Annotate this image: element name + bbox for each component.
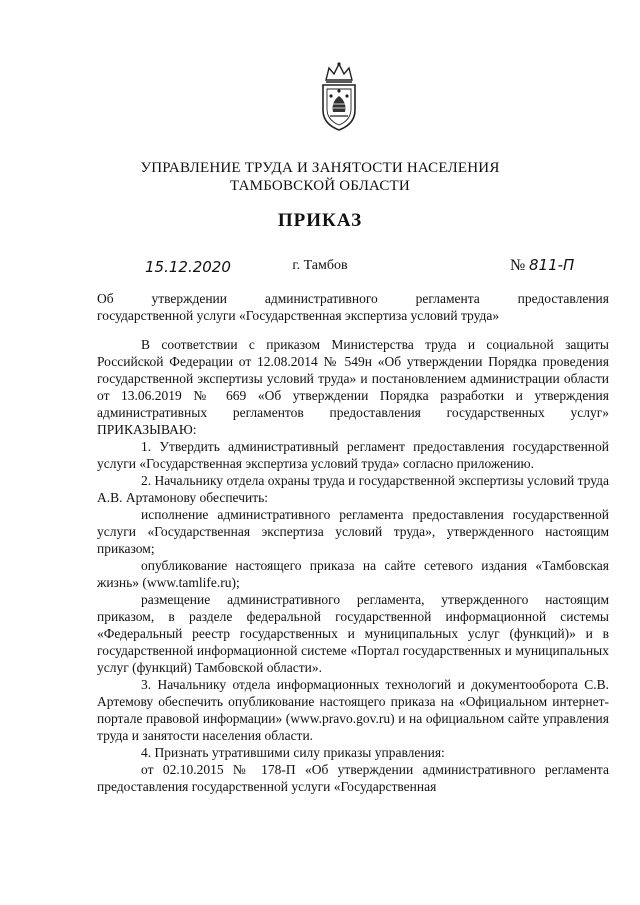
clause-1: 1. Утвердить административный регламент предоставления государственной услуги «Государственная экспертиза условий труда» согласно приложению. — [97, 439, 609, 471]
order-number — [510, 256, 574, 275]
subject-line1: Об утверждении административного регламента предоставления — [97, 291, 609, 306]
number-sign: № — [510, 257, 526, 274]
organization-name-line2: ТАМБОВСКОЙ ОБЛАСТИ — [230, 178, 410, 194]
subject-line2: государственной услуги «Государственная экспертиза условий труда» — [97, 308, 500, 323]
clause-2: 2. Начальнику отдела охраны труда и государственной экспертизы условий труда А.В. Артамонову обеспечить: — [97, 473, 609, 505]
clause-2-item-2: опубликование настоящего приказа на сайте сетевого издания «Тамбовская жизнь» (www.tamlife.ru); — [97, 558, 609, 590]
organization-name-line1: УПРАВЛЕНИЕ ТРУДА И ЗАНЯТОСТИ НАСЕЛЕНИЯ — [140, 160, 500, 176]
clause-2-item-3: размещение административного регламента, утвержденного настоящим приказом, в разделе федеральной государственной информационной системы «Федеральный реестр государственных и муниципальных услуг (функций)» и в государственной информационной системе «Портал государственных и муниципальных услуг (функций) Тамбовской области». — [97, 592, 609, 675]
order-number-value: 811-П — [529, 256, 575, 274]
document-title: ПРИКАЗ — [277, 210, 363, 231]
order-subject — [97, 290, 609, 324]
clause-4: 4. Признать утратившими силу приказы управления: — [141, 745, 445, 760]
preamble-paragraph: В соответствии с приказом Министерства труда и социальной защиты Российской Федерации от 12.08.2014 № 549н «Об утверждении Порядка проведения государственной экспертизы условий труда» и постановлением администрации области от 13.06.2019 № 669 «Об утверждении Порядка разработки и утверждения административных регламентов предоставления государственных услуг» ПРИКАЗЫВАЮ: — [97, 337, 609, 437]
clause-2-item-1: исполнение административного регламента предоставления государственной услуги «Государственная экспертиза условий труда», утвержденного настоящим приказом; — [97, 507, 609, 556]
clause-3: 3. Начальнику отдела информационных технологий и документооборота С.В. Артемову обеспечить опубликование настоящего приказа на «Официальном интернет-портале правовой информации» (www.pravo.gov.ru) и на официальном сайте управления труда и занятости населения области. — [97, 677, 609, 743]
document-body — [97, 290, 609, 795]
coat-of-arms-icon — [318, 60, 360, 132]
city-name: г. Тамбов — [292, 258, 348, 273]
order-date: 15.12.2020 — [145, 258, 231, 276]
clause-4-item-1: от 02.10.2015 № 178-П «Об утверждении административного регламента предоставления государственной услуги «Государственная — [97, 762, 609, 794]
